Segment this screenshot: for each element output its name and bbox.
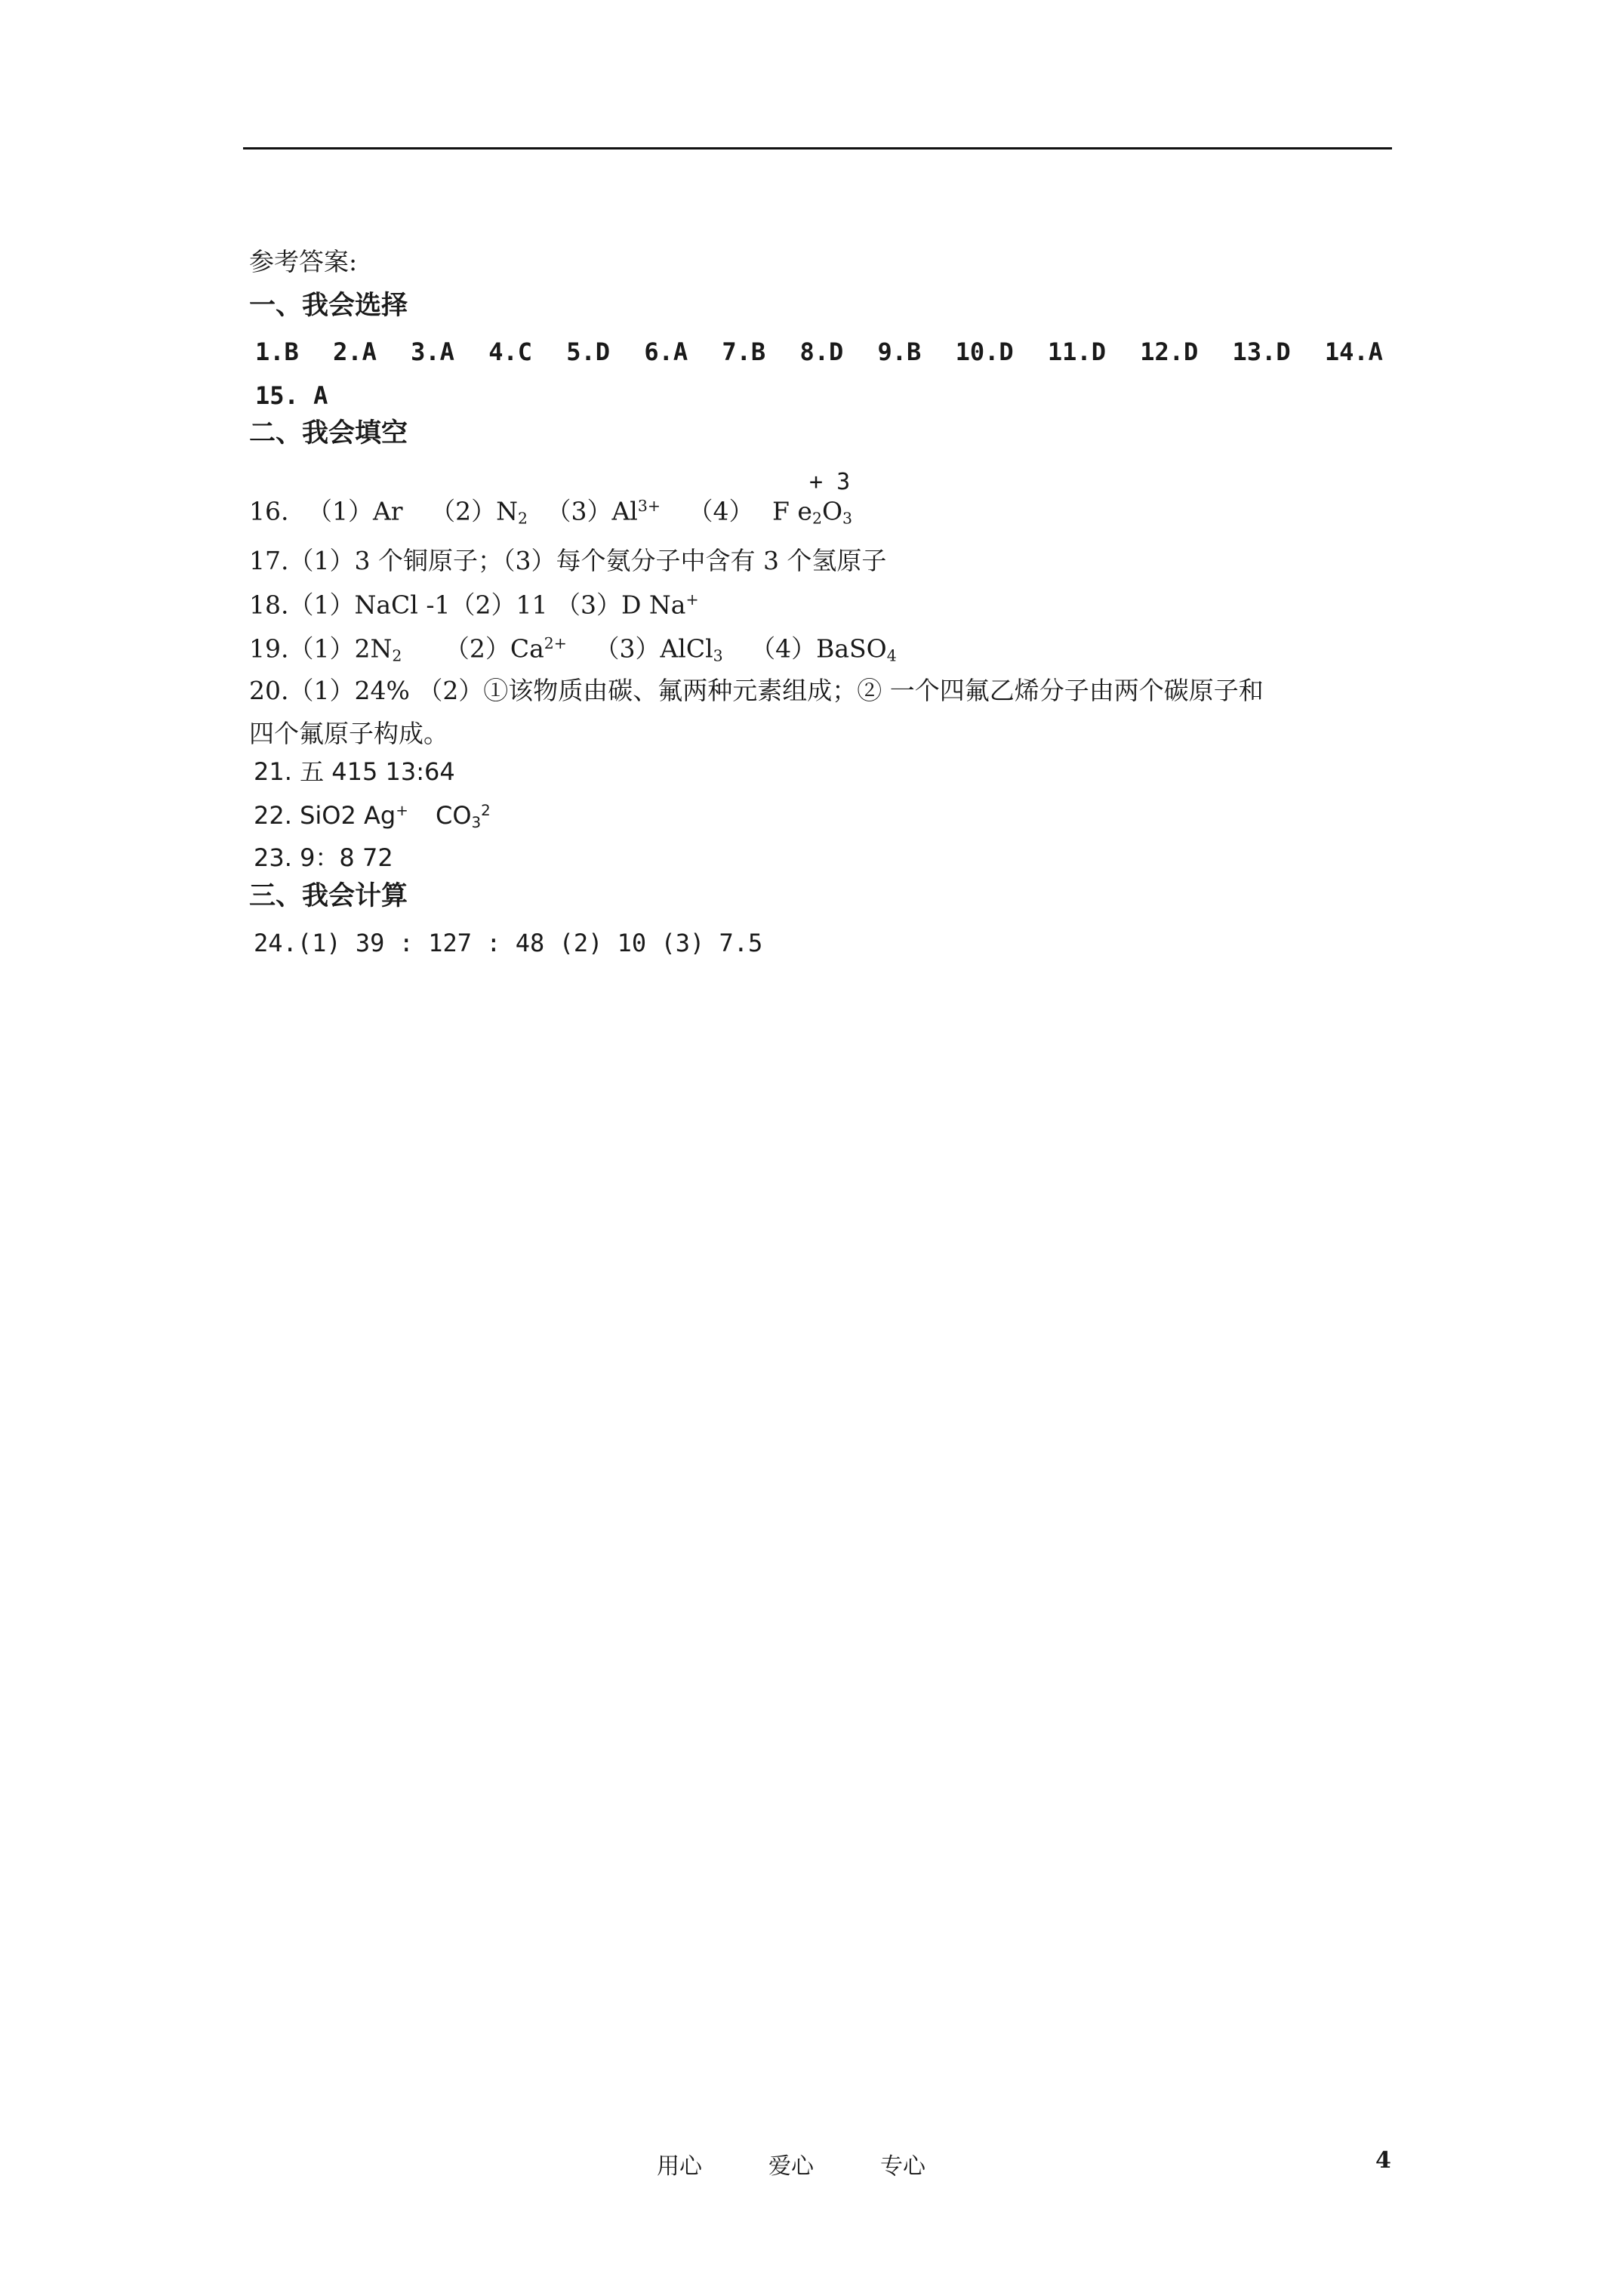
choice-answer: 6.A bbox=[644, 337, 688, 366]
answer-q20-line2: 四个氟原子构成。 bbox=[249, 719, 448, 748]
choice-answer: 10.D bbox=[955, 337, 1014, 366]
answer-q18: 18.（1）NaCl -1（2）11 （3）D Na+ bbox=[249, 590, 699, 620]
answer-q21: 21. 五 415 13:64 bbox=[254, 757, 455, 786]
answer-title: 参考答案: bbox=[249, 247, 358, 276]
section-heading-fill: 二、我会填空 bbox=[249, 418, 408, 448]
choice-answer: 1.B bbox=[255, 337, 299, 366]
choice-answer: 2.A bbox=[333, 337, 377, 366]
answer-q23: 23. 9：8 72 bbox=[254, 843, 393, 872]
choice-answer: 8.D bbox=[799, 337, 844, 366]
choice-answer: 5.D bbox=[566, 337, 611, 366]
choice-answers-row1 bbox=[255, 337, 1383, 366]
choice-answer: 7.B bbox=[722, 337, 766, 366]
section-heading-choice: 一、我会选择 bbox=[249, 291, 408, 321]
footer-text-1: 用心 bbox=[657, 2153, 702, 2180]
answer-q19: $19.(1)2N_2$ $(2)Ca^{2+}$ （3）AlCl$_3$ （4）BaSO$_4$ bbox=[249, 633, 897, 665]
choice-answer: 12.D bbox=[1140, 337, 1199, 366]
footer-text-3: 专心 bbox=[880, 2153, 925, 2180]
choice-answers-row2: 15. A bbox=[255, 381, 328, 410]
answer-q20-line1: 20.（1）24% （2）①该物质由碳、氟两种元素组成；② 一个四氟乙烯分子由两个碳原子和 bbox=[249, 676, 1264, 705]
section-heading-calc: 三、我会计算 bbox=[249, 881, 408, 911]
choice-answer: 9.B bbox=[877, 337, 922, 366]
header-rule bbox=[243, 147, 1392, 149]
footer-text-2: 爱心 bbox=[768, 2153, 814, 2180]
page-number: 4 bbox=[1375, 2147, 1391, 2174]
answer-q22: 22. SiO2 Ag+ $CO_3^2$ bbox=[254, 801, 491, 831]
choice-answer: 3.A bbox=[411, 337, 454, 366]
answer-q17: 17.（1）3 个铜原子；（3）每个氨分子中含有 3 个氢原子 bbox=[249, 546, 887, 575]
answer-q16: 16. （1）Ar $(2)N_2$ $(3)Al^{3+}$ （4） F $e_2O_3$ bbox=[249, 496, 853, 528]
choice-answer: 13.D bbox=[1232, 337, 1291, 366]
choice-answer: 14.A bbox=[1324, 337, 1383, 366]
choice-answer: 11.D bbox=[1047, 337, 1106, 366]
answer-q24: 24.(1) 39 : 127 : 48 (2) 10 (3) 7.5 bbox=[254, 929, 763, 957]
valence-mark: + 3 bbox=[809, 469, 851, 495]
choice-answer: 4.C bbox=[488, 337, 532, 366]
